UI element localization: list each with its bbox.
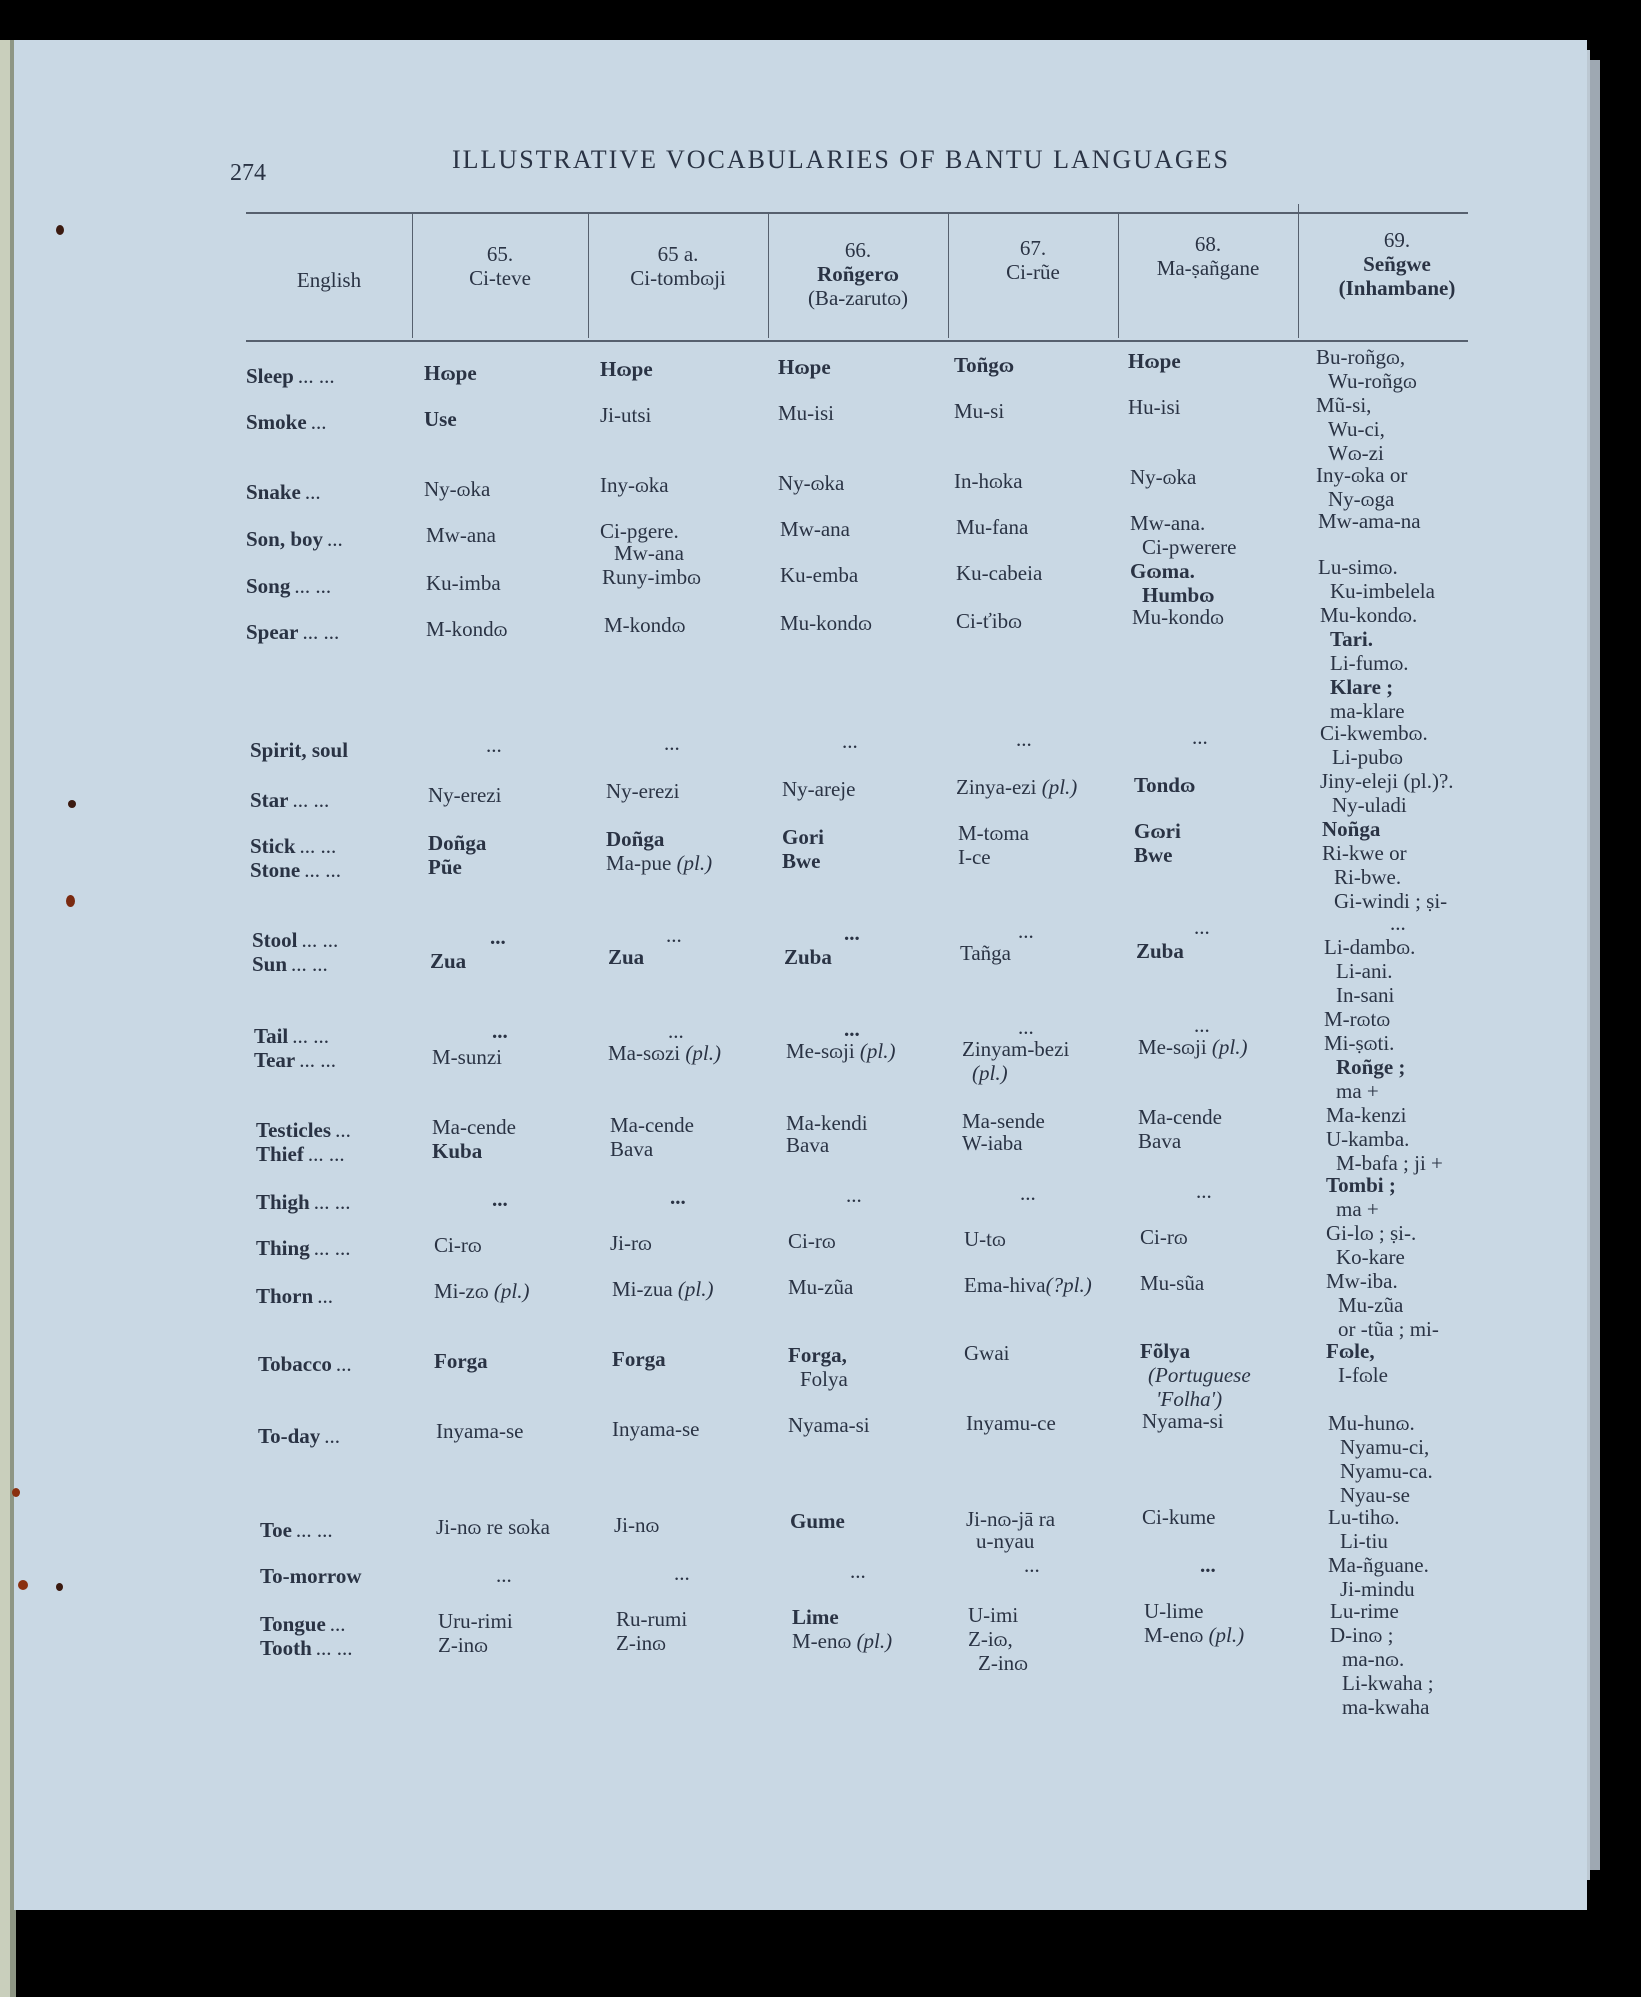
- column-number: 68.: [1194, 232, 1222, 256]
- c65-star: Ny-erezi: [428, 783, 502, 807]
- english-word: Spirit, soul: [250, 738, 349, 762]
- c65-sun: Zua: [430, 949, 467, 973]
- c69-line: I-fɷle: [1338, 1363, 1388, 1387]
- column-name: Ci-rũe: [1006, 260, 1060, 284]
- english-word: Tear ... ...: [254, 1048, 336, 1072]
- c69-line: Gi-windi ; ṣi-: [1334, 889, 1448, 913]
- page-stack-edge-dark: [1590, 60, 1600, 1870]
- english-word: Thorn ...: [256, 1284, 333, 1308]
- c69-line: M-rɷtɷ: [1324, 1007, 1391, 1031]
- c67-tooth-1: Z-iɷ,: [968, 1627, 1013, 1651]
- c65a-thief: Bava: [610, 1137, 654, 1161]
- c66-tooth: M-enɷ (pl.): [792, 1629, 893, 1653]
- c66-tobacco-1: Forga,: [788, 1343, 847, 1367]
- english-word: Sleep ... ...: [246, 364, 335, 388]
- c66-stool: ...: [844, 921, 860, 945]
- c67-song: Ku-cabeia: [956, 561, 1043, 585]
- c65-spear: M-kondɷ: [426, 617, 508, 641]
- column-subtitle: (Ba-zarutɷ): [807, 286, 909, 310]
- english-word: Tail ... ...: [254, 1024, 329, 1048]
- c69-line: Lu-rime: [1330, 1599, 1399, 1623]
- c67-son: Mu-fana: [956, 515, 1029, 539]
- english-word: Smoke ...: [246, 410, 327, 434]
- c68-thigh: ...: [1196, 1179, 1212, 1203]
- c65a-star: Ny-erezi: [606, 779, 680, 803]
- c66-spirit: ...: [842, 729, 858, 753]
- c69-line: Ku-imbelela: [1330, 579, 1435, 603]
- c69-line: Lu-tihɷ.: [1328, 1505, 1400, 1529]
- table-header-rule: [246, 340, 1468, 342]
- c66-stone: Bwe: [782, 849, 821, 873]
- c69-line: Ci-kwembɷ.: [1320, 721, 1428, 745]
- c67-testicles: Ma-sende: [962, 1109, 1045, 1133]
- c68-tail: ...: [1194, 1013, 1210, 1037]
- c69-line: Mu-zũa: [1338, 1293, 1404, 1317]
- column-header-68: [1118, 232, 1298, 280]
- c65-snake: Ny-ɷka: [424, 477, 491, 501]
- c69-line: Noñga: [1322, 817, 1381, 841]
- c69-line: Mw-iba.: [1326, 1269, 1398, 1293]
- c65a-tomorrow: ...: [674, 1561, 690, 1585]
- c69-line: Roñge ;: [1336, 1055, 1406, 1079]
- c68-thing: Ci-rɷ: [1140, 1225, 1188, 1249]
- c69-line: Ny-uladi: [1332, 793, 1407, 817]
- c65a-sun: Zua: [608, 945, 645, 969]
- c67-tear-2: (pl.): [972, 1061, 1008, 1085]
- english-word: Stool ... ...: [252, 928, 339, 952]
- c67-spear: Ci-ťibɷ: [956, 609, 1022, 633]
- c68-tongue: U-lime: [1144, 1599, 1204, 1623]
- c67-thing: U-tɷ: [964, 1227, 1006, 1251]
- c66-thorn: Mu-zũa: [788, 1275, 854, 1299]
- c65a-son-1: Ci-pgere.: [600, 519, 679, 543]
- page-title: ILLUSTRATIVE VOCABULARIES OF BANTU LANGUAGES: [452, 145, 1230, 174]
- c65a-spirit: ...: [664, 731, 680, 755]
- column-subtitle: (Inhambane): [1338, 276, 1456, 300]
- c68-today: Nyama-si: [1142, 1409, 1224, 1433]
- c68-thorn: Mu-sũa: [1140, 1271, 1205, 1295]
- c68-sun: Zuba: [1136, 939, 1184, 963]
- c69-line: Ri-kwe or: [1322, 841, 1407, 865]
- page-number: 274: [230, 160, 266, 186]
- c69-line: Li-pubɷ: [1332, 745, 1403, 769]
- c65-stool: ...: [490, 925, 506, 949]
- c65a-stick: Doñga: [606, 827, 665, 851]
- english-word: Testicles ...: [256, 1118, 351, 1142]
- column-number: 67.: [1019, 236, 1047, 260]
- c67-thorn: Ema-hiva(?pl.): [964, 1273, 1092, 1297]
- column-header-english: [246, 268, 412, 292]
- c69-line: Jiny-eleji (pl.)?.: [1320, 769, 1454, 793]
- c69-line: Tombi ;: [1326, 1173, 1396, 1197]
- c65-tear: M-sunzi: [432, 1045, 502, 1069]
- stain-spot: [56, 1583, 63, 1591]
- c67-stone: I-ce: [958, 845, 991, 869]
- c67-stick: M-tɷma: [958, 821, 1029, 845]
- c66-spear: Mu-kondɷ: [780, 611, 872, 635]
- c69-line: Ma-ñguane.: [1328, 1553, 1429, 1577]
- c69-line: Wɷ-zi: [1328, 441, 1384, 465]
- c65-smoke: Use: [424, 407, 457, 431]
- c65-toe: Ji-nɷ re sɷka: [436, 1515, 550, 1539]
- english-word: Snake ...: [246, 480, 321, 504]
- c69-line: Ma-kenzi: [1326, 1103, 1407, 1127]
- c69-line: Lu-simɷ.: [1318, 555, 1398, 579]
- c69-line: Ny-ɷga: [1328, 487, 1395, 511]
- c68-star: Tondɷ: [1134, 773, 1196, 797]
- c65a-testicles: Ma-cende: [610, 1113, 694, 1137]
- c68-sleep: Hɷpe: [1128, 349, 1181, 373]
- english-word: Stick ... ...: [250, 834, 337, 858]
- c69-line: M-bafa ; ji +: [1336, 1151, 1443, 1175]
- column-header-69: [1298, 228, 1496, 300]
- c65a-today: Inyama-se: [612, 1417, 700, 1441]
- c65-song: Ku-imba: [426, 571, 501, 595]
- c69-line: ma +: [1336, 1197, 1379, 1221]
- column-name: Señgwe: [1363, 252, 1431, 276]
- english-word: Stone ... ...: [250, 858, 341, 882]
- c69-line: Nyamu-ca.: [1340, 1459, 1433, 1483]
- c66-toe: Gume: [790, 1509, 845, 1533]
- c69-line: ma +: [1336, 1079, 1379, 1103]
- c65-thief: Kuba: [432, 1139, 483, 1163]
- english-word: Son, boy ...: [246, 527, 343, 551]
- c66-thing: Ci-rɷ: [788, 1229, 836, 1253]
- c65-tomorrow: ...: [496, 1563, 512, 1587]
- english-word: Spear ... ...: [246, 620, 340, 644]
- c69-line: or -tũa ; mi-: [1338, 1317, 1439, 1341]
- c66-stick: Gori: [782, 825, 824, 849]
- column-header-65: [412, 242, 588, 290]
- c65-stick: Doñga: [428, 831, 487, 855]
- c65-tongue: Uru-rimi: [438, 1609, 513, 1633]
- c65-thorn: Mi-zɷ (pl.): [434, 1279, 530, 1303]
- table-top-rule: [246, 212, 1468, 214]
- c67-tooth-2: Z-inɷ: [978, 1651, 1028, 1675]
- c69-line: Nyamu-ci,: [1340, 1435, 1430, 1459]
- c67-tobacco: Gwai: [964, 1341, 1010, 1365]
- c68-son-2: Ci-pwerere: [1142, 535, 1237, 559]
- c68-tooth: M-enɷ (pl.): [1144, 1623, 1245, 1647]
- english-word: Star ... ...: [250, 788, 330, 812]
- c65a-thorn: Mi-zua (pl.): [612, 1277, 714, 1301]
- stain-spot: [56, 225, 64, 235]
- c65a-spear: M-kondɷ: [604, 613, 686, 637]
- c67-thief: W-iaba: [962, 1131, 1023, 1155]
- c69-line: Klare ;: [1330, 675, 1394, 699]
- english-word: Thing ... ...: [256, 1236, 351, 1260]
- c67-tail: ...: [1018, 1015, 1034, 1039]
- c65-sleep: Hɷpe: [424, 361, 477, 385]
- c69-line: Mw-ama-na: [1318, 509, 1421, 533]
- c68-toe: Ci-kume: [1142, 1505, 1216, 1529]
- c65a-stone: Ma-pue (pl.): [606, 851, 713, 875]
- c66-son: Mw-ana: [780, 517, 850, 541]
- c68-thief: Bava: [1138, 1129, 1182, 1153]
- english-word: Toe ... ...: [260, 1518, 333, 1542]
- c66-star: Ny-areje: [782, 777, 856, 801]
- c65a-song: Runy-imbɷ: [602, 565, 701, 589]
- c69-line: D-inɷ ;: [1330, 1623, 1394, 1647]
- c68-spear: Mu-kondɷ: [1132, 605, 1224, 629]
- column-name: Ci-tombɷji: [630, 266, 726, 290]
- english-word: Song ... ...: [246, 574, 332, 598]
- c69-line: Mũ-si,: [1316, 393, 1372, 417]
- c67-tear-1: Zinyam-bezi: [962, 1037, 1070, 1061]
- c65-stone: Pũe: [428, 855, 462, 879]
- c68-song-2: Humbɷ: [1142, 583, 1215, 607]
- c69-line: Li-dambɷ.: [1324, 935, 1416, 959]
- c66-testicles: Ma-kendi: [786, 1111, 868, 1135]
- c69-line: Nyau-se: [1340, 1483, 1410, 1507]
- c65a-thigh: ...: [670, 1185, 686, 1209]
- c66-tomorrow: ...: [850, 1559, 866, 1583]
- c69-line: Wu-ci,: [1328, 417, 1385, 441]
- column-name: Ci-teve: [469, 266, 531, 290]
- c68-song-1: Gɷma.: [1130, 559, 1195, 583]
- english-word: Thief ... ...: [256, 1142, 345, 1166]
- c69-line: Li-fumɷ.: [1330, 651, 1409, 675]
- stain-spot: [12, 1488, 20, 1497]
- c65a-sleep: Hɷpe: [600, 357, 653, 381]
- c68-stool: ...: [1194, 915, 1210, 939]
- c65a-son-2: Mw-ana: [614, 541, 684, 565]
- c68-tomorrow: ...: [1200, 1553, 1216, 1577]
- c69-line: ma-klare: [1330, 699, 1405, 723]
- c67-today: Inyamu-ce: [966, 1411, 1056, 1435]
- c69-line: Mu-kondɷ.: [1320, 603, 1418, 627]
- c65-son: Mw-ana: [426, 523, 496, 547]
- c69-line: ...: [1390, 911, 1406, 935]
- c68-tobacco-1: Fõlya: [1140, 1339, 1191, 1363]
- c65a-tooth: Z-inɷ: [616, 1631, 666, 1655]
- c67-thigh: ...: [1020, 1181, 1036, 1205]
- c65-testicles: Ma-cende: [432, 1115, 516, 1139]
- c65-tail: ...: [492, 1019, 508, 1043]
- c67-sun: Tañga: [960, 941, 1012, 965]
- c68-stick: Gɷri: [1134, 819, 1181, 843]
- column-name: Ma-ṣañgane: [1156, 256, 1260, 280]
- c65a-thing: Ji-rɷ: [610, 1231, 652, 1255]
- column-header-65a: [588, 242, 768, 290]
- c69-line: Mi-ṣɷti.: [1324, 1031, 1395, 1055]
- c65a-smoke: Ji-utsi: [600, 403, 652, 427]
- english-word: Tobacco ...: [258, 1352, 352, 1376]
- c68-son-1: Mw-ana.: [1130, 511, 1206, 535]
- c68-testicles: Ma-cende: [1138, 1105, 1222, 1129]
- english-word: Thigh ... ...: [256, 1190, 351, 1214]
- c65a-snake: Iny-ɷka: [600, 473, 669, 497]
- c65-tooth: Z-inɷ: [438, 1633, 488, 1657]
- c69-line: Iny-ɷka or: [1316, 463, 1408, 487]
- c65-thing: Ci-rɷ: [434, 1233, 482, 1257]
- english-word: To-morrow: [260, 1564, 362, 1588]
- c66-tobacco-2: Folya: [800, 1367, 848, 1391]
- c65a-tobacco: Forga: [612, 1347, 666, 1371]
- english-word: To-day ...: [258, 1424, 341, 1448]
- c65-today: Inyama-se: [436, 1419, 524, 1443]
- c65-tobacco: Forga: [434, 1349, 488, 1373]
- c66-tear: Me-sɷji (pl.): [786, 1039, 896, 1063]
- c69-line: Ji-mindu: [1340, 1577, 1415, 1601]
- c69-line: Li-kwaha ;: [1342, 1671, 1434, 1695]
- english-word: Tongue ...: [260, 1612, 346, 1636]
- column-number: 65.: [486, 242, 514, 266]
- column-number: 69.: [1383, 228, 1411, 252]
- c68-smoke: Hu-isi: [1128, 395, 1181, 419]
- c65a-tongue: Ru-rumi: [616, 1607, 688, 1631]
- column-name: Roñgerɷ: [817, 262, 899, 286]
- c68-snake: Ny-ɷka: [1130, 465, 1197, 489]
- c65-thigh: ...: [492, 1187, 508, 1211]
- column-number: 66.: [844, 238, 872, 262]
- c69-line: U-kamba.: [1326, 1127, 1410, 1151]
- c68-tear: Me-sɷji (pl.): [1138, 1035, 1248, 1059]
- c67-tomorrow: ...: [1024, 1553, 1040, 1577]
- c66-today: Nyama-si: [788, 1413, 870, 1437]
- english-word: Sun ... ...: [252, 952, 328, 976]
- c65a-tail: ...: [668, 1019, 684, 1043]
- c65-spirit: ...: [486, 733, 502, 757]
- column-header-67: [948, 236, 1118, 284]
- c67-tongue: U-imi: [968, 1603, 1019, 1627]
- c67-star: Zinya-ezi (pl.): [956, 775, 1078, 799]
- c69-line: ma-nɷ.: [1342, 1647, 1405, 1671]
- c69-line: Ko-kare: [1336, 1245, 1405, 1269]
- c67-spirit: ...: [1016, 727, 1032, 751]
- c66-smoke: Mu-isi: [778, 401, 835, 425]
- c66-song: Ku-emba: [780, 563, 859, 587]
- c69-line: Li-ani.: [1336, 959, 1393, 983]
- c66-tongue: Lime: [792, 1605, 839, 1629]
- stain-spot: [68, 800, 76, 808]
- c67-snake: In-hɷka: [954, 469, 1023, 493]
- c66-thief: Bava: [786, 1133, 830, 1157]
- c68-spirit: ...: [1192, 725, 1208, 749]
- c66-thigh: ...: [846, 1183, 862, 1207]
- c65a-stool: ...: [666, 923, 682, 947]
- c66-sun: Zuba: [784, 945, 832, 969]
- c69-line: Fɷle,: [1326, 1339, 1375, 1363]
- c67-toe-2: u-nyau: [976, 1529, 1035, 1553]
- c65a-tear: Ma-sɷzi (pl.): [608, 1041, 721, 1065]
- c68-tobacco-3: 'Folha'): [1156, 1387, 1223, 1411]
- c67-toe-1: Ji-nɷ-jā ra: [966, 1507, 1056, 1531]
- c66-snake: Ny-ɷka: [778, 471, 845, 495]
- c69-line: Li-tiu: [1340, 1529, 1388, 1553]
- c69-line: Tari.: [1330, 627, 1373, 651]
- english-word: Tooth ... ...: [260, 1636, 353, 1660]
- c69-line: Bu-roñgɷ,: [1316, 345, 1406, 369]
- c67-smoke: Mu-si: [954, 399, 1005, 423]
- c69-line: Wu-roñgɷ: [1328, 369, 1417, 393]
- c69-line: ma-kwaha: [1342, 1695, 1430, 1719]
- stain-spot: [66, 895, 75, 907]
- c69-line: In-sani: [1336, 983, 1395, 1007]
- c67-stool: ...: [1018, 919, 1034, 943]
- column-header-66: [768, 238, 948, 310]
- c66-sleep: Hɷpe: [778, 355, 831, 379]
- c69-line: Mu-hunɷ.: [1328, 1411, 1415, 1435]
- column-name: English: [296, 268, 362, 292]
- c65a-toe: Ji-nɷ: [614, 1513, 660, 1537]
- c66-tail: ...: [844, 1017, 860, 1041]
- c69-line: Ri-bwe.: [1334, 865, 1402, 889]
- c68-stone: Bwe: [1134, 843, 1173, 867]
- column-number: 65 a.: [657, 242, 699, 266]
- c68-tobacco-2: (Portuguese: [1148, 1363, 1251, 1387]
- c69-line: Gi-lɷ ; ṣi-.: [1326, 1221, 1417, 1245]
- c67-sleep: Toñgɷ: [954, 353, 1015, 377]
- stain-spot: [18, 1580, 28, 1590]
